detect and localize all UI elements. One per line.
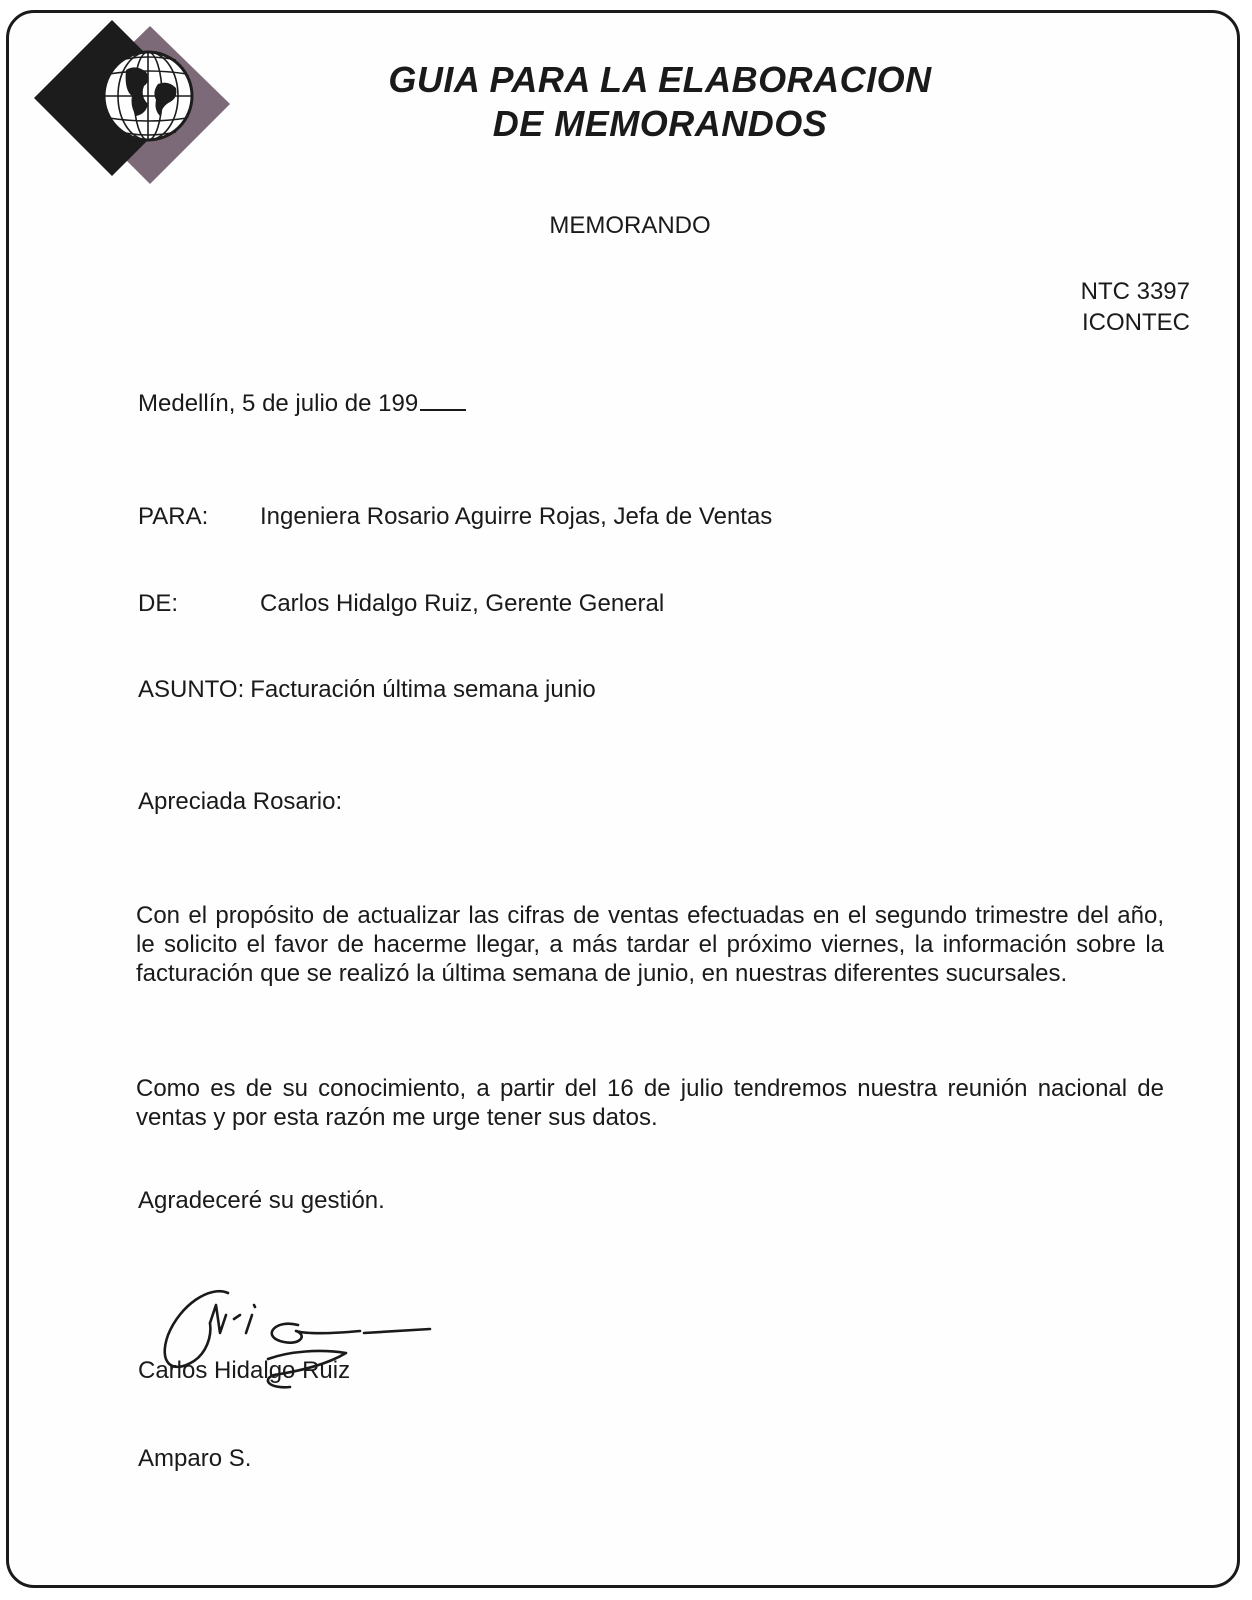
ref-code: NTC 3397 [1080, 278, 1190, 305]
handwritten-signature-icon [150, 1275, 440, 1410]
date-blank-line [420, 408, 466, 411]
document-heading [300, 58, 1020, 146]
memo-title: MEMORANDO [549, 212, 711, 239]
closing: Agradeceré su gestión. [138, 1187, 385, 1214]
body-paragraph-2: Como es de su conocimiento, a partir del 16 de julio tendremos nuestra reunión nacional de ventas y por esta razón me urge tener sus datos. [136, 1075, 1164, 1131]
typist-initials: Amparo S. [138, 1445, 252, 1472]
memo-date [138, 390, 466, 418]
globe-diamond-logo-icon [30, 14, 235, 189]
signer-name: Carlos Hidalgo Ruiz [138, 1357, 351, 1384]
date-text: Medellín, 5 de julio de 199 [138, 390, 419, 417]
heading-line-1: GUIA PARA LA ELABORACION [388, 59, 932, 100]
greeting: Apreciada Rosario: [138, 788, 343, 815]
standard-reference [1081, 276, 1190, 338]
from-value: Carlos Hidalgo Ruiz, Gerente General [260, 590, 665, 617]
heading-line-2: DE MEMORANDOS [492, 103, 828, 144]
to-line [138, 503, 772, 531]
subject-value: Facturación última semana junio [250, 676, 596, 703]
from-label: DE: [138, 590, 179, 617]
ref-org: ICONTEC [1082, 309, 1190, 336]
from-line [138, 590, 664, 618]
to-label: PARA: [138, 503, 209, 530]
subject-line [138, 676, 596, 704]
body-paragraph-1: Con el propósito de actualizar las cifras de ventas efectuadas en el segundo trimestre del año, le solicito el favor de hacerme llegar, a más tardar el próximo viernes, la información sobre la facturación que se realizó la última semana de junio, en nuestras diferentes sucursales. [136, 902, 1164, 987]
subject-label: ASUNTO: [138, 676, 245, 703]
to-value: Ingeniera Rosario Aguirre Rojas, Jefa de Ventas [260, 503, 773, 530]
